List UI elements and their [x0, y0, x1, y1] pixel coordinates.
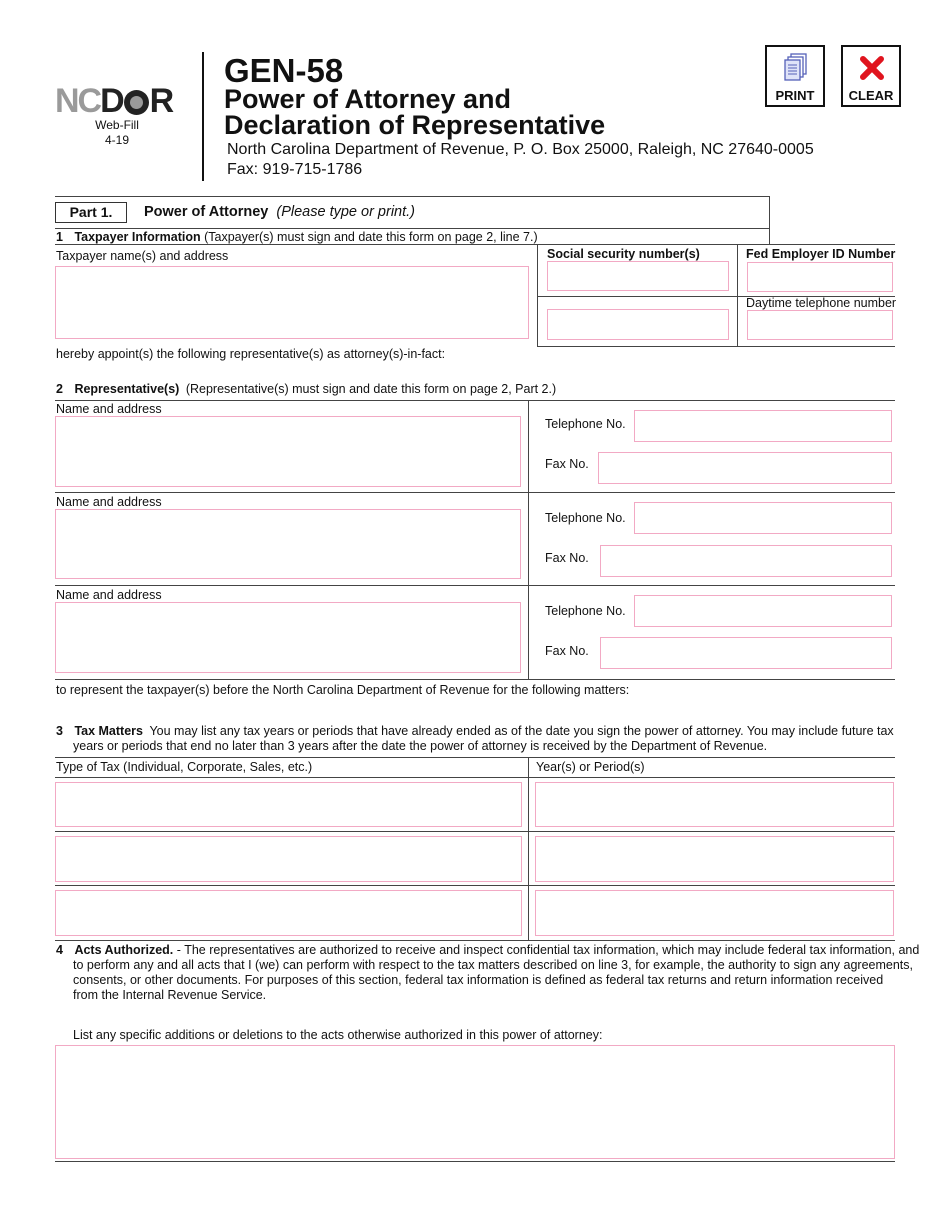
rep2-phone-field[interactable] [634, 502, 892, 534]
section4-text-line2: to perform any and all acts that I (we) can perform with respect to the tax matters described on line 3, for example, the authority to sign any agreements, [73, 958, 913, 972]
fax-number: Fax: 919-715-1786 [227, 161, 363, 178]
section4-number: 4 [56, 943, 63, 957]
acts-list-prompt: List any specific additions or deletions to the acts otherwise authorized in this power of attorney: [73, 1028, 603, 1042]
form-title-line1: Power of Attorney and [224, 84, 512, 114]
tax-type-field-3[interactable] [55, 890, 522, 936]
tax-row2-rule [55, 885, 895, 886]
rep2-name-field[interactable] [55, 509, 521, 579]
rep3-fax-field[interactable] [600, 637, 892, 669]
section4-text-line4: from the Internal Revenue Service. [73, 988, 267, 1002]
section3-intro [56, 724, 894, 739]
fein-field[interactable] [747, 262, 893, 292]
print-icon [783, 53, 809, 83]
rep3-name-label: Name and address [56, 588, 162, 602]
daytime-phone-label: Daytime telephone number [746, 296, 897, 310]
section3-number: 3 [56, 724, 63, 738]
clear-x-icon [858, 54, 886, 82]
section1-heading [56, 230, 538, 245]
tax-years-header: Year(s) or Period(s) [536, 760, 645, 774]
appoint-text: hereby appoint(s) the following representative(s) as attorney(s)-in-fact: [56, 347, 446, 361]
section2-bottom-rule [55, 679, 895, 680]
version-label: 4-19 [104, 133, 130, 147]
fein-label: Fed Employer ID Number [746, 247, 896, 261]
rep1-fax-field[interactable] [598, 452, 892, 484]
section2-rule [55, 400, 895, 401]
section3-title: Tax Matters [74, 724, 143, 738]
section2-note: (Representative(s) must sign and date this form on page 2, Part 2.) [185, 382, 557, 396]
print-label: PRINT [775, 88, 815, 103]
part1-heading [144, 203, 415, 221]
rep1-fax-label: Fax No. [545, 457, 589, 471]
section4-line1 [56, 943, 919, 958]
rep1-phone-label: Telephone No. [545, 417, 626, 431]
rep2-name-label: Name and address [56, 495, 162, 509]
section1-bottom-rule [537, 346, 895, 347]
clear-label: CLEAR [848, 88, 894, 103]
header-divider [202, 52, 204, 181]
rep1-name-field[interactable] [55, 416, 521, 487]
section4-bottom-rule [55, 1161, 895, 1162]
rep2-phone-label: Telephone No. [545, 511, 626, 525]
section2-number: 2 [56, 382, 63, 396]
rep3-name-field[interactable] [55, 602, 521, 673]
section3-text-line2: years or periods that end no later than 3 years after the date the power of attorney is received by the Department of Revenue. [73, 739, 768, 753]
form-title [224, 86, 605, 138]
taxpayer-name-label: Taxpayer name(s) and address [56, 249, 229, 263]
part1-subtitle: (Please type or print.) [276, 204, 415, 220]
ssn-col-rule [537, 244, 538, 346]
section3-text-line1: You may list any tax years or periods that have already ended as of the date you sign the power of attorney. You may include future tax [149, 724, 894, 738]
version-info [82, 118, 152, 148]
part1-top-rule [55, 196, 770, 197]
section2-col-rule [528, 400, 529, 679]
part1-title: Power of Attorney [144, 204, 269, 220]
form-number: GEN-58 [224, 52, 344, 89]
fein-col-rule [737, 244, 738, 346]
web-fill-label: Web-Fill [95, 118, 139, 132]
tax-years-field-1[interactable] [535, 782, 894, 827]
section1-rule [55, 244, 895, 245]
acts-additions-field[interactable] [55, 1045, 895, 1159]
rep2-bottom-rule [55, 585, 895, 586]
rep2-fax-label: Fax No. [545, 551, 589, 565]
tax-type-header: Type of Tax (Individual, Corporate, Sales, etc.) [56, 760, 313, 774]
part1-tag: Part 1. [55, 202, 127, 223]
rep2-fax-field[interactable] [600, 545, 892, 577]
section2-heading [56, 382, 556, 397]
rep1-bottom-rule [55, 492, 895, 493]
print-button[interactable] [765, 45, 825, 107]
daytime-phone-field[interactable] [747, 310, 893, 340]
section3-top-rule [55, 757, 895, 758]
tax-years-field-3[interactable] [535, 890, 894, 936]
section3-header-rule [55, 777, 895, 778]
tax-type-field-1[interactable] [55, 782, 522, 827]
part1-header-rule [55, 228, 770, 229]
part1-right-rule [769, 196, 770, 244]
rep3-phone-label: Telephone No. [545, 604, 626, 618]
rep3-fax-label: Fax No. [545, 644, 589, 658]
tax-row1-rule [55, 831, 895, 832]
section1-title: Taxpayer Information [74, 230, 201, 244]
section1-number: 1 [56, 230, 63, 244]
section3-bottom-rule [55, 940, 895, 941]
section4-text-line1: - The representatives are authorized to receive and inspect confidential tax information, which may include federal tax information, and [176, 943, 920, 957]
ncdor-logo: NCD R [55, 82, 173, 120]
clear-button[interactable] [841, 45, 901, 107]
ssn-label: Social security number(s) [547, 247, 700, 261]
section1-note: (Taxpayer(s) must sign and date this form on page 2, line 7.) [204, 230, 538, 244]
section3-col-rule [528, 757, 529, 940]
rep3-phone-field[interactable] [634, 595, 892, 627]
section4-title: Acts Authorized. [74, 943, 174, 957]
ssn-field-2[interactable] [547, 309, 729, 340]
ssn-field-1[interactable] [547, 261, 729, 291]
rep1-phone-field[interactable] [634, 410, 892, 442]
tax-years-field-2[interactable] [535, 836, 894, 882]
tax-type-field-2[interactable] [55, 836, 522, 882]
mailing-address: North Carolina Department of Revenue, P. O. Box 25000, Raleigh, NC 27640-0005 [227, 141, 814, 158]
section4-text-line3: consents, or other documents. For purposes of this section, federal tax information is defined as federal tax returns and return information received [73, 973, 884, 987]
taxpayer-name-field[interactable] [55, 266, 529, 339]
agency-address [227, 140, 814, 180]
form-title-line2: Declaration of Representative [224, 110, 606, 140]
section2-title: Representative(s) [74, 382, 180, 396]
represent-text: to represent the taxpayer(s) before the North Carolina Department of Revenue for the following matters: [56, 683, 630, 697]
rep1-name-label: Name and address [56, 402, 162, 416]
